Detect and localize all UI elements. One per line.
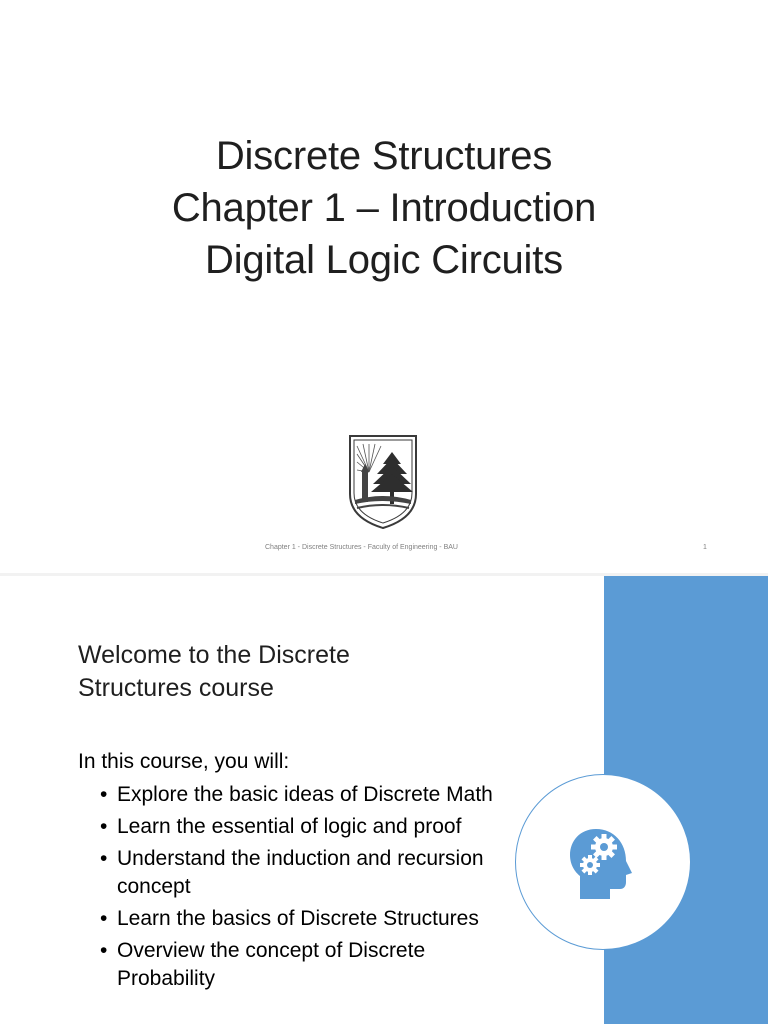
- welcome-slide: [0, 576, 768, 1024]
- list-item-text: Overview the concept of Discrete Probability: [117, 939, 426, 990]
- slide-footer: Chapter 1 - Discrete Structures - Faculty of Engineering - BAU: [265, 544, 458, 551]
- welcome-heading-line-2: Structures course: [78, 674, 274, 702]
- list-item-text: Understand the induction and recursion concept: [117, 847, 484, 898]
- bullet-marker: •: [100, 783, 108, 806]
- title-line-1: Discrete Structures: [215, 134, 553, 178]
- head-with-gears-icon: [566, 821, 646, 901]
- bullet-marker: •: [100, 815, 108, 838]
- page-number: 1: [703, 544, 707, 551]
- list-item-text: Learn the essential of logic and proof: [117, 815, 462, 838]
- list-item: [100, 813, 510, 841]
- slide-title: [0, 130, 768, 286]
- list-item: [100, 937, 510, 993]
- title-line-2: Chapter 1 – Introduction: [171, 186, 597, 230]
- list-item: [100, 781, 510, 809]
- course-intro: In this course, you will:: [78, 750, 290, 773]
- bullet-marker: •: [100, 847, 108, 870]
- title-line-3: Digital Logic Circuits: [205, 238, 563, 282]
- welcome-heading-line-1: Welcome to the Discrete: [78, 641, 350, 669]
- list-item: [100, 905, 510, 933]
- list-item-text: Learn the basics of Discrete Structures: [117, 907, 479, 930]
- bullet-marker: •: [100, 939, 108, 962]
- list-item: [100, 845, 510, 901]
- welcome-heading: [78, 639, 478, 705]
- bullet-marker: •: [100, 907, 108, 930]
- university-crest-logo: [347, 434, 419, 530]
- list-item-text: Explore the basic ideas of Discrete Math: [117, 783, 493, 806]
- objectives-list: [100, 781, 510, 997]
